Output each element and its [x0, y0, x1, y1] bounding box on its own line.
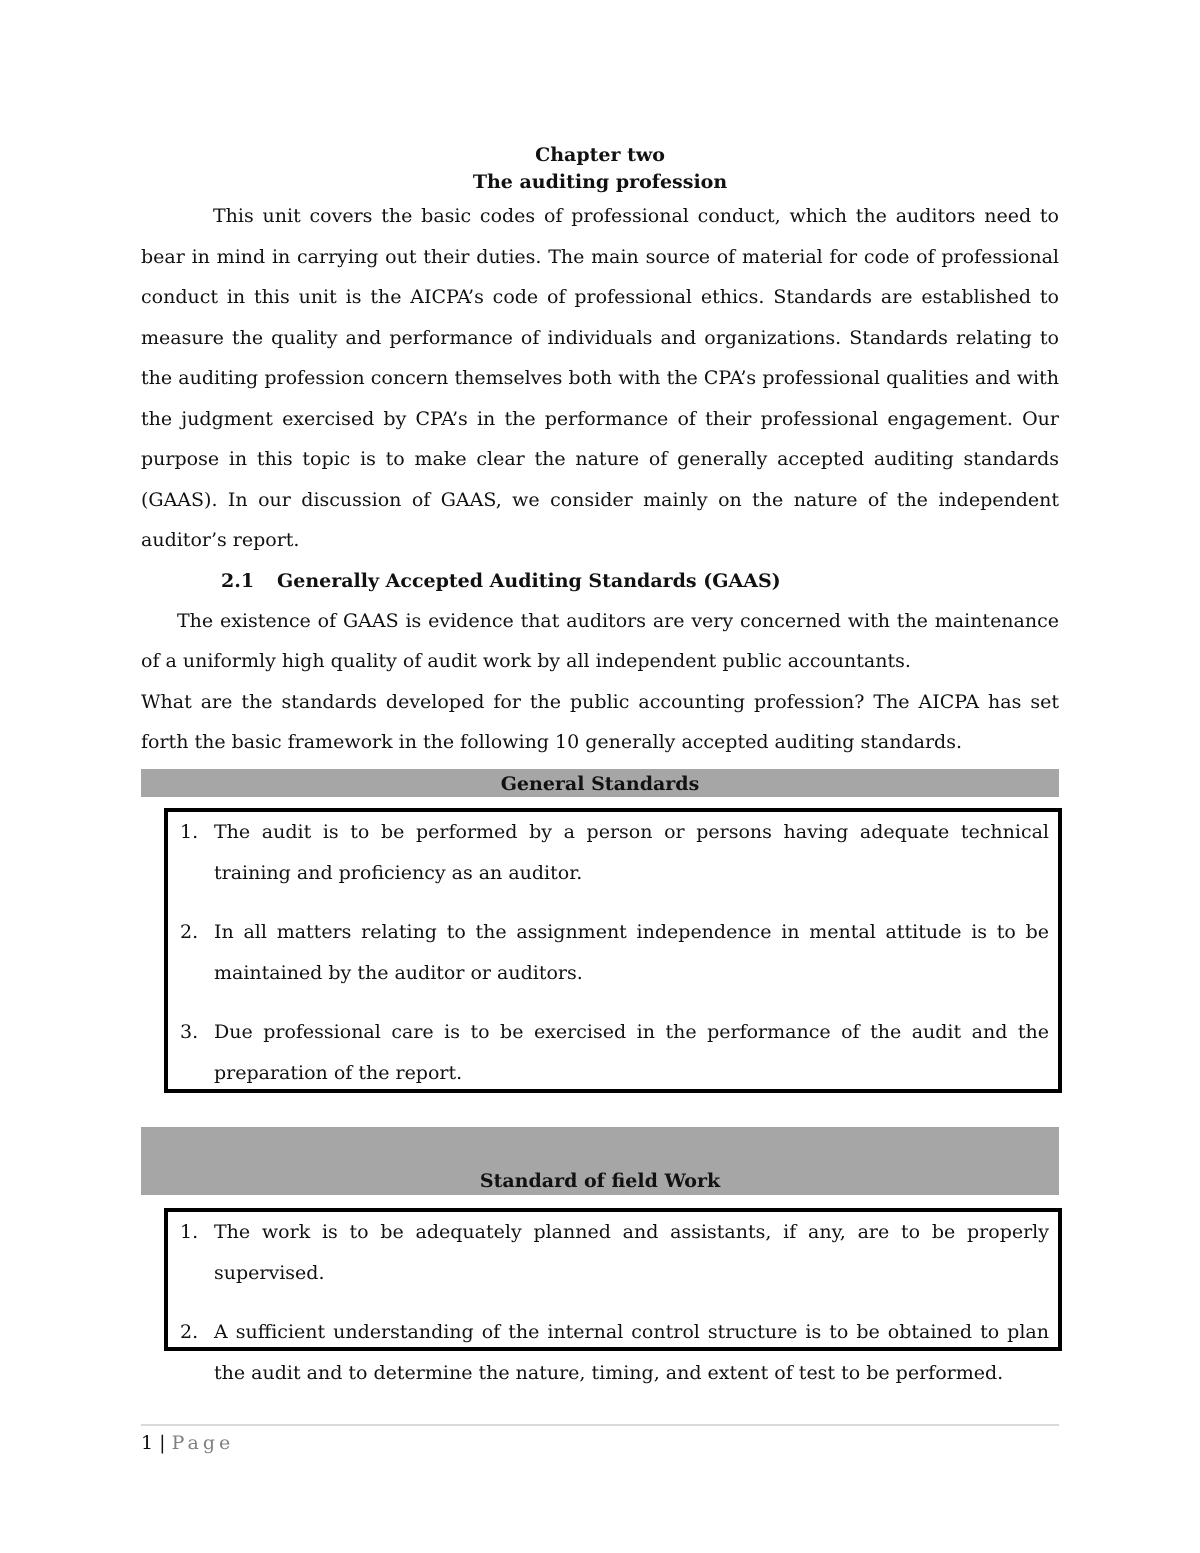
field-work-standards-box — [164, 1208, 1062, 1384]
chapter-title: The auditing profession — [472, 171, 728, 193]
general-standards-heading: General Standards — [141, 769, 1059, 797]
field-work-heading: Standard of field Work — [479, 1169, 721, 1192]
section-paragraph-1: The existence of GAAS is evidence that auditors are very concerned with the maintenance of a uniformly high quality of audit work by all independent public accountants. — [141, 609, 1059, 672]
footer-divider — [141, 1424, 1059, 1426]
list-item-text: In all matters relating to the assignment independence in mental attitude is to be maintained by the auditor or auditors. — [214, 920, 1049, 984]
page-number: 1 — [141, 1432, 154, 1454]
page-content — [141, 142, 1059, 1384]
footer-page-word: Page — [171, 1432, 235, 1454]
list-marker: 1. — [180, 1220, 199, 1243]
footer-separator: | — [159, 1432, 166, 1454]
list-marker: 2. — [180, 1320, 199, 1343]
list-item — [180, 1312, 1049, 1394]
list-item-text: A sufficient understanding of the internal control structure is to be obtained to plan the audit and to determine the nature, timing, and extent of test to be performed. — [214, 1320, 1049, 1384]
list-item-text: Due professional care is to be exercised in the performance of the audit and the preparation of the report. — [214, 1020, 1049, 1084]
list-marker: 2. — [180, 920, 199, 943]
list-marker: 3. — [180, 1020, 199, 1043]
section-number: 2.1 — [221, 569, 255, 592]
section-title: Generally Accepted Auditing Standards (GAAS) — [277, 569, 781, 592]
list-marker: 1. — [180, 820, 199, 843]
general-standards-box — [164, 808, 1062, 1093]
list-item — [180, 812, 1049, 894]
list-item — [180, 1012, 1049, 1094]
list-item-text: The work is to be adequately planned and assistants, if any, are to be properly supervised. — [214, 1220, 1049, 1284]
page-footer — [141, 1431, 234, 1455]
field-work-heading-band — [141, 1127, 1059, 1195]
section-heading — [141, 561, 1059, 601]
list-item — [180, 912, 1049, 994]
list-item — [180, 1212, 1049, 1294]
section-paragraph-2: What are the standards developed for the public accounting profession? The AICPA has set forth the basic framework in the following 10 generally accepted auditing standards. — [141, 690, 1059, 753]
intro-paragraph: This unit covers the basic codes of professional conduct, which the auditors need to bear in mind in carrying out their duties. The main source of material for code of professional conduct in this unit is the AICPA’s code of professional ethics. Standards are established to measure the quality and performance of individuals and organizations. Standards relating to the auditing profession concern themselves both with the CPA’s professional qualities and with the judgment exercised by CPA’s in the performance of their professional engagement. Our purpose in this topic is to make clear the nature of generally accepted auditing standards (GAAS). In our discussion of GAAS, we consider mainly on the nature of the independent auditor’s report. — [141, 205, 1059, 551]
chapter-label: Chapter two — [535, 144, 665, 166]
list-item-text: The audit is to be performed by a person or persons having adequate technical training and proficiency as an auditor. — [214, 820, 1049, 884]
